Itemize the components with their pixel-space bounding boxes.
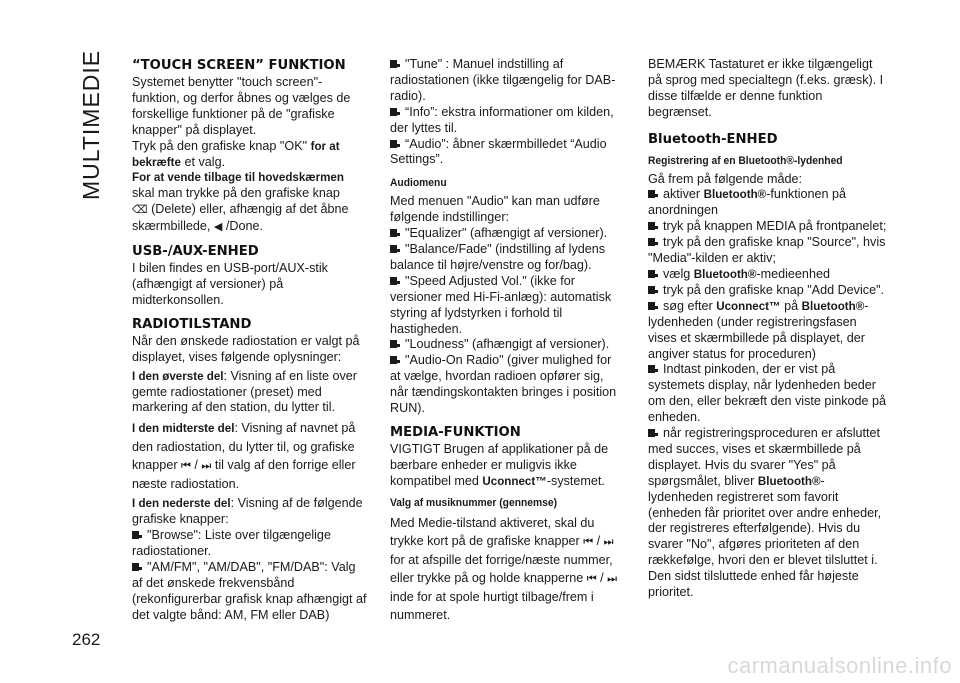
list-item: aktiver Bluetooth®-funktionen på anordningen [648,187,847,218]
list-item: når registreringsproceduren er afsluttet med succes, vises et skærmbillede på displayet. Hvis du svarer "Yes" på spørgsmålet, bliver Bluetooth®-lydenheden registreret som favorit (enheden får prioritet over andre enheder, der registreres efterfølgende). Hvis du svarer "No", afgøres prioriteten af den rækkefølge, hvori den er blevet tilsluttet i. Den sidst tilsluttede enhed får højeste prioritet. [648,426,882,600]
list-item: tryk på knappen MEDIA på frontpanelet; [648,219,888,235]
page-number: 262 [72,630,101,649]
list-item: "Speed Adjusted Vol." (ikke for versioner med Hi-Fi-anlæg): automatisk styring af lydstyrken i forhold til hastigheden. [390,273,612,336]
bullet-icon [648,238,659,247]
next-icon: ⏭ [201,460,212,473]
section-title: MULTIMEDIE [78,49,104,200]
radio-top-paragraph: I den øverste del: Visning af en liste over gemte radiostationer (preset) med markering af den station, du lytter til. [132,368,357,415]
bullet-icon [390,245,401,254]
list-item: tryk på den grafiske knap "Source", hvis "Media"-kilden er aktiv; [648,235,886,266]
column-3 [648,57,888,601]
list-item: "Loudness" (afhængigt af versioner). [390,337,625,353]
bullet-icon [648,286,659,295]
touch-ok-paragraph: Tryk på den grafiske knap "OK" for at bekræfte et valg. [132,138,340,169]
back-title: For at vende tilbage til hovedskærmen [132,171,344,185]
list-item: "AM/FM", "AM/DAB", "FM/DAB": Valg af det ønskede frekvensbånd (rekonfigurerbar grafisk knap afhængigt af det valgte bånd: AM, FM eller DAB) [132,559,367,622]
bullet-icon [390,229,401,238]
list-item: Indtast pinkoden, der er vist på systemets display, når lydenheden beder om den, eller bekræft den viste pinkode på enheden. [648,362,887,425]
column-1 [132,57,367,624]
bullet-icon [390,340,401,349]
list-item: tryk på den grafiske knap "Add Device". [648,283,888,299]
touch-paragraph: Systemet benytter "touch screen"-funktion, og derfor åbnes og vælges de forskellige funktioner på de "grafiske knapper" på displayet. [132,75,351,137]
delete-icon: ⌫ [132,204,148,217]
radio-bottom-paragraph: I den nederste del: Visning af de følgende grafiske knapper: [132,496,363,527]
list-item: "Browse": Liste over tilgængelige radiostationer. [132,528,331,559]
bullet-icon [390,60,401,69]
next-icon: ⏭ [603,535,614,548]
registration-title: Registrering af en Bluetooth®-lydenhed [648,154,843,167]
bullet-icon [132,563,143,572]
previous-icon: ⏮ [586,572,597,585]
bullet-icon [132,531,143,540]
audiomenu-title: Audiomenu [390,177,447,190]
bullet-icon [390,277,401,286]
bullet-icon [648,190,659,199]
note-paragraph: BEMÆRK Tastaturet er ikke tilgængeligt på sprog med specialtegn (f.eks. græsk). I disse tilfælde er denne funktion begrænset. [648,57,884,119]
list-item: “Info”: ekstra informationer om kilden, der lyttes til. [390,104,614,135]
track-title: Valg af musiknummer (gennemse) [390,496,558,509]
bullet-icon [648,429,659,438]
heading-touch-screen: “TOUCH SCREEN” FUNKTION [132,58,346,73]
watermark: carmanualsonline.info [727,653,952,678]
list-item: søg efter Uconnect™ på Bluetooth®-lydenheden (under registreringsfasen vises et skærmbillede på displayet, der angiver status for proceduren) [648,298,869,361]
list-item: "Tune" : Manuel indstilling af radiostationen (ikke tilgængelig for DAB-radio). [390,57,616,103]
column-2 [390,57,625,624]
track-paragraph: Med Medie-tilstand aktiveret, skal du trykke kort på de grafiske knapper ⏮ / ⏭ for at afspille det forrige/næste nummer, eller trykke på og holde knapperne ⏮ / ⏭ inde for at spole hurtigt tilbage/frem i nummeret. [390,515,618,622]
previous-icon: ⏮ [181,460,191,473]
intro-paragraph: Gå frem på følgende måde: [648,171,803,186]
list-item: "Audio-On Radio" (giver mulighed for at vælge, hvordan radioen opfører sig, når tændingskontakten bringes i position RUN). [390,353,617,416]
usb-paragraph: I bilen findes en USB-port/AUX-stik (afhængigt af versioner) på midterkonsollen. [132,261,328,307]
bullet-icon [390,356,401,365]
bullet-icon [648,270,659,279]
heading-radio: RADIOTILSTAND [132,316,252,332]
radio-middle-paragraph: I den midterste del: Visning af navnet på den radiostation, du lytter til, og grafiske knapper ⏮ / ⏭ til valg af den forrige eller næste radiostation. [132,421,356,492]
audiomenu-paragraph: Med menuen "Audio" kan man udføre følgende indstillinger: [390,194,600,225]
radio-paragraph: Når den ønskede radiostation er valgt på displayet, vises følgende oplysninger: [132,333,360,364]
list-item: “Audio”: åbner skærmbilledet “Audio Settings”. [390,136,607,167]
next-icon: ⏭ [607,572,618,585]
media-paragraph: VIGTIGT Brugen af applikationer på de bærbare enheder er muligvis ikke kompatibel med Uconnect™-systemet. [390,441,609,488]
back-paragraph: skal man trykke på den grafiske knap ⌫ (Delete) eller, afhængig af det åbne skærmbillede, ◀ /Done. [132,186,367,236]
bullet-icon [390,140,401,149]
bullet-icon [648,365,659,374]
list-item: vælg Bluetooth®-medieenhed [648,267,888,283]
heading-media: MEDIA-FUNKTION [390,424,521,440]
list-item: "Balance/Fade" (indstilling af lydens balance til højre/venstre og for/bag). [390,241,606,272]
previous-icon: ⏮ [583,535,594,548]
bullet-icon [648,302,659,311]
back-arrow-icon: ◀ [213,221,223,234]
list-item: "Equalizer" (afhængigt af versioner). [390,226,625,242]
heading-bluetooth: Bluetooth-ENHED [648,131,778,147]
bullet-icon [390,108,401,117]
heading-usb: USB-/AUX-ENHED [132,244,259,260]
bullet-icon [648,222,659,231]
